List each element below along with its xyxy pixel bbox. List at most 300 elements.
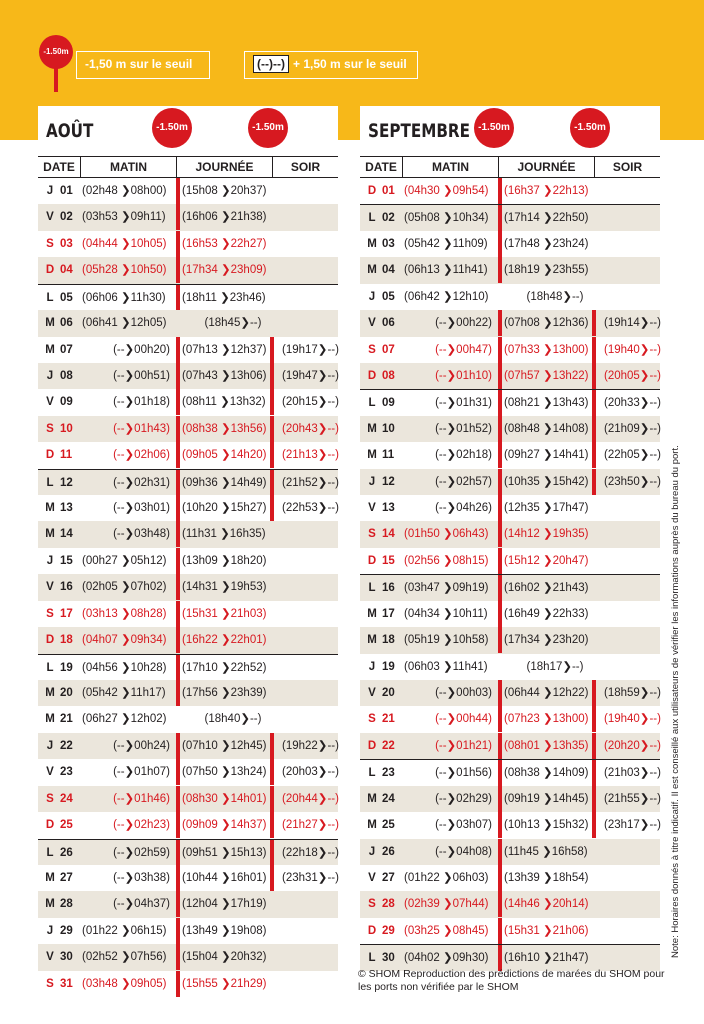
table-row [360, 548, 660, 574]
threshold-bar [498, 812, 502, 838]
table-row [360, 680, 660, 706]
journee-cell: (12h04 ❯17h19) [182, 898, 267, 911]
threshold-bar [498, 891, 502, 917]
threshold-bar [270, 389, 274, 415]
badge-journee-icon: -1.50m [570, 108, 610, 148]
journee-cell: (16h02 ❯21h43) [504, 582, 589, 595]
journee-cell: (10h13 ❯15h32) [504, 819, 589, 832]
table-row [360, 178, 660, 204]
threshold-bar [498, 178, 502, 204]
threshold-bar [270, 759, 274, 785]
threshold-bar [176, 865, 180, 891]
threshold-bar [270, 337, 274, 363]
day-of-week: M [45, 898, 55, 911]
day-number: 26 [382, 845, 395, 858]
soir-cell [604, 178, 660, 204]
soir-cell [282, 627, 338, 653]
threshold-bar [498, 680, 502, 706]
table-row [38, 363, 338, 389]
day-of-week: M [45, 687, 55, 700]
table-row [38, 310, 338, 336]
soir-cell: (21h27❯--) [282, 819, 339, 832]
journee-cell: (07h33 ❯13h00) [504, 343, 589, 356]
matin-cell: (--❯00h22) [435, 317, 492, 330]
table-row [38, 706, 338, 732]
soir-cell [282, 706, 338, 732]
matin-cell: (05h28 ❯10h50) [82, 264, 167, 277]
day-number: 05 [60, 291, 73, 304]
day-of-week: M [367, 819, 377, 832]
soir-cell [282, 285, 338, 311]
threshold-bar [270, 865, 274, 891]
day-number: 04 [60, 264, 73, 277]
threshold-bar [176, 759, 180, 785]
soir-cell: (23h50❯--) [604, 475, 661, 488]
matin-cell: (00h27 ❯05h12) [82, 554, 167, 567]
soir-cell: (21h03❯--) [604, 767, 661, 780]
threshold-bar [176, 918, 180, 944]
matin-cell: (05h08 ❯10h34) [404, 212, 489, 225]
day-of-week: V [46, 211, 54, 224]
day-number: 25 [60, 819, 73, 832]
matin-cell: (06h42 ❯12h10) [404, 290, 489, 303]
journee-cell: (16h06 ❯21h38) [182, 211, 267, 224]
day-number: 13 [60, 502, 73, 515]
soir-cell [282, 971, 338, 997]
table-row [360, 839, 660, 865]
threshold-bar [498, 839, 502, 865]
table-row [360, 865, 660, 891]
threshold-bar [176, 442, 180, 468]
matin-cell: (01h22 ❯06h03) [404, 871, 489, 884]
journee-cell: (09h19 ❯14h45) [504, 792, 589, 805]
soir-cell [282, 891, 338, 917]
threshold-bar [176, 178, 180, 204]
day-of-week: J [46, 185, 54, 197]
day-number: 28 [60, 898, 73, 911]
day-of-week: V [46, 396, 54, 409]
soir-cell: (18h59❯--) [604, 687, 661, 700]
soir-cell [604, 205, 660, 231]
journee-cell: (15h12 ❯20h47) [504, 554, 589, 567]
soir-cell [282, 204, 338, 230]
day-of-week: M [367, 634, 377, 647]
soir-cell: (20h03❯--) [282, 766, 339, 779]
threshold-bar [592, 363, 596, 389]
journee-cell: (17h56 ❯23h39) [182, 687, 267, 700]
journee-cell: (15h31 ❯21h03) [182, 607, 267, 620]
journee-cell: (13h09 ❯18h20) [182, 554, 267, 567]
threshold-bar [498, 733, 502, 759]
day-number: 08 [382, 369, 395, 382]
table-row [360, 257, 660, 283]
table-row [38, 257, 338, 283]
soir-cell [604, 918, 660, 944]
day-number: 31 [60, 977, 73, 990]
matin-cell: (04h56 ❯10h28) [82, 661, 167, 674]
day-of-week: M [367, 449, 377, 462]
day-number: 12 [382, 475, 395, 488]
soir-cell: (23h31❯--) [282, 871, 339, 884]
day-of-week: J [46, 369, 54, 382]
journee-cell: (13h49 ❯19h08) [182, 924, 267, 937]
day-of-week: D [367, 369, 377, 382]
soir-cell [282, 655, 338, 681]
matin-cell: (--❯02h06) [113, 449, 170, 462]
journee-cell: (16h49 ❯22h33) [504, 607, 589, 620]
threshold-bar [498, 627, 502, 653]
soir-cell: (19h22❯--) [282, 739, 339, 752]
threshold-bar [498, 601, 502, 627]
day-of-week: J [46, 739, 54, 752]
table-row [38, 204, 338, 230]
day-of-week: M [45, 502, 55, 515]
soir-cell: (22h05❯--) [604, 449, 661, 462]
threshold-bar [176, 548, 180, 574]
day-of-week: S [368, 528, 376, 541]
day-number: 28 [382, 898, 395, 911]
threshold-bar [270, 470, 274, 496]
day-number: 16 [382, 582, 395, 595]
threshold-bar [592, 337, 596, 363]
table-row [38, 548, 338, 574]
journee-cell: (06h44 ❯12h22) [504, 687, 589, 700]
journee-cell: (08h48 ❯14h08) [504, 422, 589, 435]
matin-cell: (02h52 ❯07h56) [82, 951, 167, 964]
soir-cell: (19h40❯--) [604, 343, 661, 356]
journee-cell: (07h43 ❯13h06) [182, 369, 267, 382]
badge-matin-icon: -1.50m [474, 108, 514, 148]
threshold-bar [176, 363, 180, 389]
journee-cell: (18h45❯--) [204, 317, 262, 330]
matin-cell: (06h41 ❯12h05) [82, 317, 167, 330]
table-row [38, 521, 338, 547]
rows-aout [38, 178, 338, 997]
day-number: 22 [60, 739, 73, 752]
day-number: 05 [382, 290, 395, 303]
matin-cell: (--❯02h31) [113, 476, 170, 489]
journee-cell: (17h10 ❯22h52) [182, 661, 267, 674]
legend-plus-item [244, 51, 418, 79]
matin-cell: (--❯01h07) [113, 766, 170, 779]
journee-cell: (08h30 ❯14h01) [182, 792, 267, 805]
threshold-bar [498, 442, 502, 468]
table-row [38, 759, 338, 785]
table-row [38, 918, 338, 944]
threshold-bar [498, 760, 502, 786]
soir-cell [604, 654, 660, 680]
table-row [38, 944, 338, 970]
threshold-bar [498, 390, 502, 416]
day-of-week: L [46, 291, 54, 304]
threshold-bar [176, 470, 180, 496]
journee-cell: (07h08 ❯12h36) [504, 317, 589, 330]
day-of-week: S [368, 713, 376, 726]
threshold-bar [498, 865, 502, 891]
table-row [360, 389, 660, 415]
day-number: 30 [60, 951, 73, 964]
table-row [38, 574, 338, 600]
threshold-bar [176, 257, 180, 283]
matin-cell: (--❯00h44) [435, 713, 492, 726]
matin-cell: (06h13 ❯11h41) [404, 264, 488, 277]
journee-cell: (07h50 ❯13h24) [182, 766, 267, 779]
table-row [360, 310, 660, 336]
matin-cell: (--❯01h46) [113, 792, 170, 805]
day-of-week: L [46, 846, 54, 859]
day-of-week: D [45, 819, 55, 832]
day-number: 08 [60, 369, 73, 382]
soir-cell [604, 231, 660, 257]
soir-cell [282, 680, 338, 706]
day-of-week: S [46, 792, 54, 805]
soir-cell [282, 944, 338, 970]
soir-cell [604, 521, 660, 547]
soir-cell: (20h15❯--) [282, 396, 339, 409]
col-soir: SOIR [594, 157, 660, 177]
threshold-bar [176, 204, 180, 230]
matin-cell: (--❯02h29) [435, 792, 492, 805]
table-row [360, 574, 660, 600]
day-number: 02 [60, 211, 73, 224]
day-of-week: V [368, 502, 376, 515]
soir-cell [282, 918, 338, 944]
journee-cell: (18h11 ❯23h46) [182, 291, 266, 304]
day-of-week: S [368, 898, 376, 911]
matin-cell: (--❯01h43) [113, 422, 170, 435]
journee-cell: (15h31 ❯21h06) [504, 924, 589, 937]
day-number: 18 [382, 634, 395, 647]
threshold-bar [498, 495, 502, 521]
day-of-week: M [367, 264, 377, 277]
matin-cell: (05h19 ❯10h58) [404, 634, 489, 647]
threshold-bar [176, 786, 180, 812]
day-of-week: J [46, 554, 54, 567]
day-of-week: D [367, 924, 377, 937]
threshold-bar [498, 205, 502, 231]
journee-cell: (10h44 ❯16h01) [182, 871, 267, 884]
soir-cell: (21h52❯--) [282, 476, 339, 489]
matin-cell: (06h27 ❯12h02) [82, 713, 167, 726]
table-row [38, 178, 338, 204]
day-of-week: D [45, 264, 55, 277]
day-of-week: M [45, 343, 55, 356]
table-row [38, 231, 338, 257]
table-row [38, 337, 338, 363]
day-number: 07 [60, 343, 73, 356]
journee-cell: (08h38 ❯13h56) [182, 422, 267, 435]
day-number: 15 [60, 554, 73, 567]
day-of-week: M [367, 422, 377, 435]
journee-cell: (11h31 ❯16h35) [182, 528, 266, 541]
table-row [360, 601, 660, 627]
day-number: 11 [60, 449, 73, 462]
table-row [38, 601, 338, 627]
soir-cell [282, 178, 338, 204]
table-row [38, 654, 338, 680]
matin-cell: (02h48 ❯08h00) [82, 185, 167, 197]
journee-cell: (12h35 ❯17h47) [504, 502, 589, 515]
day-number: 09 [382, 397, 395, 410]
matin-cell: (04h30 ❯09h54) [404, 185, 489, 197]
day-number: 25 [382, 819, 395, 832]
table-row [38, 891, 338, 917]
threshold-bar [498, 918, 502, 944]
soir-cell: (20h20❯--) [604, 739, 661, 752]
journee-cell: (17h48 ❯23h24) [504, 237, 589, 250]
soir-cell [282, 574, 338, 600]
threshold-bar [176, 574, 180, 600]
table-row [360, 363, 660, 389]
soir-cell: (19h47❯--) [282, 369, 339, 382]
threshold-bar [270, 442, 274, 468]
table-row [38, 786, 338, 812]
day-of-week: L [46, 661, 54, 674]
day-number: 23 [382, 767, 395, 780]
day-of-week: V [368, 317, 376, 330]
day-of-week: M [45, 871, 55, 884]
col-date: DATE [43, 160, 75, 174]
day-of-week: L [368, 397, 376, 410]
day-of-week: L [368, 212, 376, 225]
soir-cell: (21h13❯--) [282, 449, 339, 462]
matin-cell: (--❯00h51) [113, 369, 170, 382]
matin-cell: (--❯02h59) [113, 846, 170, 859]
threshold-bar [176, 680, 180, 706]
threshold-bar [176, 337, 180, 363]
day-number: 04 [382, 264, 395, 277]
day-number: 09 [60, 396, 73, 409]
soir-cell [604, 891, 660, 917]
threshold-bar [176, 891, 180, 917]
threshold-bar [592, 416, 596, 442]
threshold-bar [498, 575, 502, 601]
side-note: Note: Horaires donnés à titre indicatif. Il est conseillé aux utilisateurs de vérifier les informations auprès du bureau du port. [670, 445, 681, 958]
day-of-week: D [45, 449, 55, 462]
threshold-bar [592, 680, 596, 706]
table-row [360, 204, 660, 230]
day-of-week: J [368, 660, 376, 673]
journee-cell: (08h01 ❯13h35) [504, 739, 589, 752]
journee-cell: (10h35 ❯15h42) [504, 475, 589, 488]
matin-cell: (--❯00h03) [435, 687, 492, 700]
day-number: 02 [382, 212, 395, 225]
day-number: 10 [382, 422, 395, 435]
table-row [38, 469, 338, 495]
journee-cell: (15h08 ❯20h37) [182, 185, 267, 197]
matin-cell: (--❯00h47) [435, 343, 492, 356]
journee-cell: (14h12 ❯19h35) [504, 528, 589, 541]
table-row [360, 521, 660, 547]
journee-cell: (07h13 ❯12h37) [182, 343, 267, 356]
journee-cell: (07h23 ❯13h00) [504, 713, 589, 726]
soir-cell: (19h40❯--) [604, 713, 661, 726]
day-of-week: S [46, 977, 54, 990]
soir-cell: (23h17❯--) [604, 819, 661, 832]
threshold-bar [176, 627, 180, 653]
soir-cell [282, 548, 338, 574]
day-of-week: S [46, 237, 54, 250]
threshold-bar [592, 310, 596, 336]
threshold-bar [592, 812, 596, 838]
col-matin: MATIN [80, 157, 176, 177]
threshold-bar [176, 601, 180, 627]
journee-cell: (09h09 ❯14h37) [182, 819, 267, 832]
column-header [38, 156, 338, 178]
col-soir: SOIR [272, 157, 338, 177]
day-of-week: V [368, 871, 376, 884]
matin-cell: (--❯00h20) [113, 343, 170, 356]
table-row [360, 495, 660, 521]
day-number: 27 [60, 871, 73, 884]
matin-cell: (01h50 ❯06h43) [404, 528, 489, 541]
month-title: AOÛT [46, 120, 94, 142]
day-number: 19 [382, 660, 395, 673]
day-of-week: S [46, 422, 54, 435]
threshold-bar [176, 840, 180, 866]
table-row [360, 284, 660, 310]
threshold-bar [592, 469, 596, 495]
day-number: 24 [60, 792, 73, 805]
day-of-week: J [368, 845, 376, 858]
journee-cell: (18h17❯--) [526, 660, 584, 673]
day-number: 03 [60, 237, 73, 250]
soir-cell: (21h09❯--) [604, 422, 661, 435]
soir-cell [604, 601, 660, 627]
day-number: 11 [382, 449, 395, 462]
day-of-week: V [46, 581, 54, 594]
matin-cell: (02h05 ❯07h02) [82, 581, 167, 594]
matin-cell: (--❯01h10) [435, 369, 492, 382]
day-number: 27 [382, 871, 395, 884]
wave-icon: (--)--) [253, 55, 289, 73]
soir-cell [282, 231, 338, 257]
threshold-bar [176, 521, 180, 547]
threshold-bar [176, 495, 180, 521]
matin-cell: (05h42 ❯11h17) [82, 687, 166, 700]
journee-cell: (08h21 ❯13h43) [504, 397, 589, 410]
day-number: 20 [382, 687, 395, 700]
threshold-bar [176, 944, 180, 970]
soir-cell [282, 601, 338, 627]
table-septembre [360, 106, 660, 966]
day-number: 01 [382, 185, 395, 197]
table-row [38, 442, 338, 468]
threshold-bar [270, 416, 274, 442]
day-of-week: L [368, 582, 376, 595]
matin-cell: (--❯01h52) [435, 422, 492, 435]
legend-sign-icon: -1.50m [39, 35, 73, 69]
threshold-bar [498, 469, 502, 495]
threshold-bar [498, 786, 502, 812]
table-row [360, 891, 660, 917]
threshold-bar [592, 442, 596, 468]
table-row [360, 416, 660, 442]
table-row [38, 865, 338, 891]
matin-cell: (02h56 ❯08h15) [404, 554, 489, 567]
day-of-week: M [367, 607, 377, 620]
matin-cell: (02h39 ❯07h44) [404, 898, 489, 911]
matin-cell: (04h44 ❯10h05) [82, 237, 167, 250]
day-of-week: V [46, 951, 54, 964]
journee-cell: (16h53 ❯22h27) [182, 237, 267, 250]
journee-cell: (09h36 ❯14h49) [182, 476, 267, 489]
day-of-week: S [46, 607, 54, 620]
day-number: 03 [382, 237, 395, 250]
threshold-bar [176, 285, 180, 311]
threshold-bar [592, 706, 596, 732]
threshold-bar [498, 257, 502, 283]
